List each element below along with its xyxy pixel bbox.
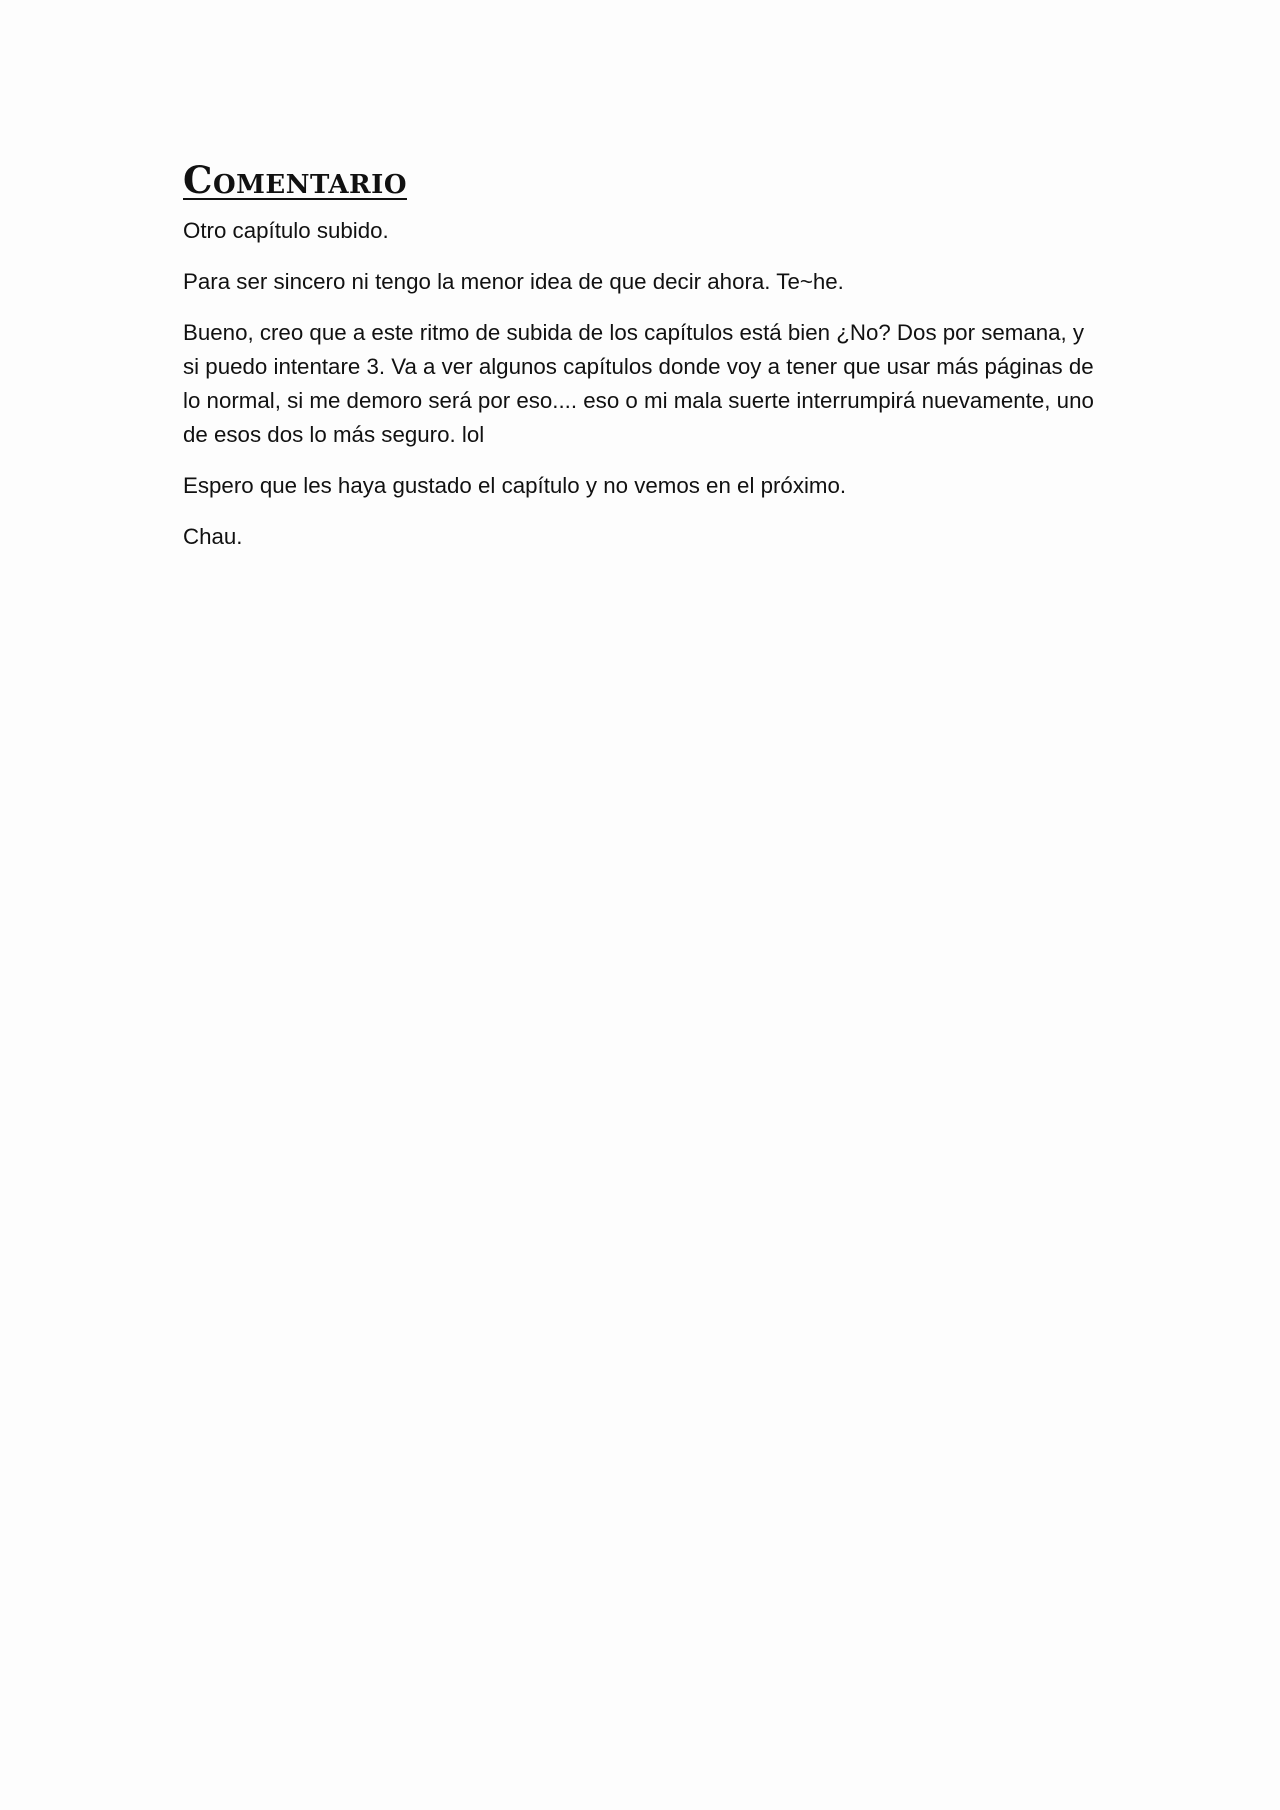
paragraph-2: Para ser sincero ni tengo la menor idea de que decir ahora. Te~he. (183, 269, 844, 294)
paragraph-4: Espero que les haya gustado el capítulo y no vemos en el próximo. (183, 473, 847, 498)
document-body (183, 158, 1103, 571)
paragraph-3: Bueno, creo que a este ritmo de subida de los capítulos está bien ¿No? Dos por semana, y si puedo intentare 3. Va a ver algunos capítulos donde voy a tener que usar más páginas de lo normal, si me demoro será por eso.... eso o mi mala suerte interrumpirá nuevamente, uno de esos dos lo más seguro. lol (183, 320, 1094, 447)
paragraph-5: Chau. (183, 524, 243, 549)
page-title: Comentario (183, 158, 407, 202)
paragraph-1: Otro capítulo subido. (183, 218, 389, 243)
